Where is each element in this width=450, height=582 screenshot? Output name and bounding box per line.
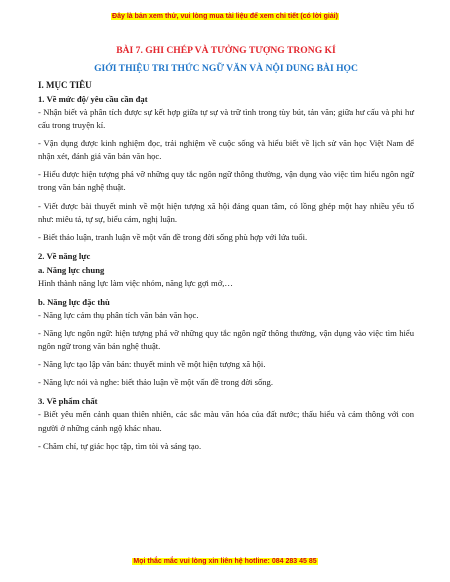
document-body (38, 44, 414, 458)
goal-item: - Hiểu được hiện tượng phá vỡ những quy tắc ngôn ngữ thông thường, vận dụng vào việc tìm hiểu ngôn ngữ trong văn bản nghệ thuật. (38, 169, 414, 193)
section-heading-objectives: I. MỤC TIÊU (38, 80, 92, 90)
hotline-notice (0, 558, 450, 565)
preview-notice-text: Đây là bản xem thử, vui lòng mua tài liệu để xem chi tiết (có lời giải) (112, 13, 338, 20)
competence-item: - Năng lực cảm thụ phân tích văn bản văn học. (38, 309, 199, 320)
preview-notice (0, 13, 450, 20)
subheading-competence: 2. Về năng lực (38, 250, 91, 261)
goal-item: - Nhận biết và phân tích được sự kết hợp giữa tự sự và trữ tình trong tùy bút, tản văn; giữa hư cấu và phi hư cấu trong truyện kí. (38, 107, 414, 131)
goal-item: - Biết thảo luận, tranh luận về một vấn đề trong đời sống phù hợp với lứa tuổi. (38, 231, 308, 242)
subheading-qualities: 3. Về phẩm chất (38, 396, 98, 407)
goal-item: - Vận dụng được kinh nghiệm đọc, trải nghiệm về cuộc sống và hiểu biết về lịch sử văn học Việt Nam để nhận xét, đánh giá văn bản văn học. (38, 138, 414, 162)
goal-item: - Viết được bài thuyết minh về một hiện tượng xã hội đáng quan tâm, có lồng ghép một hay nhiều yếu tố như: miêu tả, tự sự, biểu cảm, nghị luận. (38, 200, 414, 224)
competence-item: - Năng lực tạo lập văn bản: thuyết minh về một hiện tượng xã hội. (38, 359, 266, 370)
hotline-notice-text: Mọi thắc mắc vui lòng xin liên hệ hotline: 084 283 45 85 (133, 558, 317, 565)
competence-item: - Năng lực nói và nghe: biết thảo luận về một vấn đề trong đời sống. (38, 377, 273, 388)
lesson-subtitle: GIỚI THIỆU TRI THỨC NGỮ VĂN VÀ NỘI DUNG BÀI HỌC (94, 63, 358, 74)
competence-item: - Năng lực ngôn ngữ: hiện tượng phá vỡ những quy tắc ngôn ngữ thông thường, vận dụng vào việc tìm hiểu ngôn ngữ trong văn bản nghệ thuật. (38, 328, 414, 352)
subheading-general-competence: a. Năng lực chung (38, 264, 105, 275)
general-competence-text: Hình thành năng lực làm việc nhóm, năng lực gợi mở,… (38, 277, 234, 288)
quality-item: - Biết yêu mến cảnh quan thiên nhiên, các sắc màu văn hóa của đất nước; thấu hiểu và cảm thông với con người ở những cảnh ngộ khác nhau. (38, 409, 414, 433)
lesson-title: BÀI 7. GHI CHÉP VÀ TƯỞNG TƯỢNG TRONG KÍ (116, 45, 336, 56)
subheading-specific-competence: b. Năng lực đặc thù (38, 296, 110, 307)
subheading-requirements: 1. Về mức độ/ yêu cầu cần đạt (38, 94, 148, 104)
quality-item: - Chăm chỉ, tự giác học tập, tìm tòi và sáng tạo. (38, 440, 202, 451)
